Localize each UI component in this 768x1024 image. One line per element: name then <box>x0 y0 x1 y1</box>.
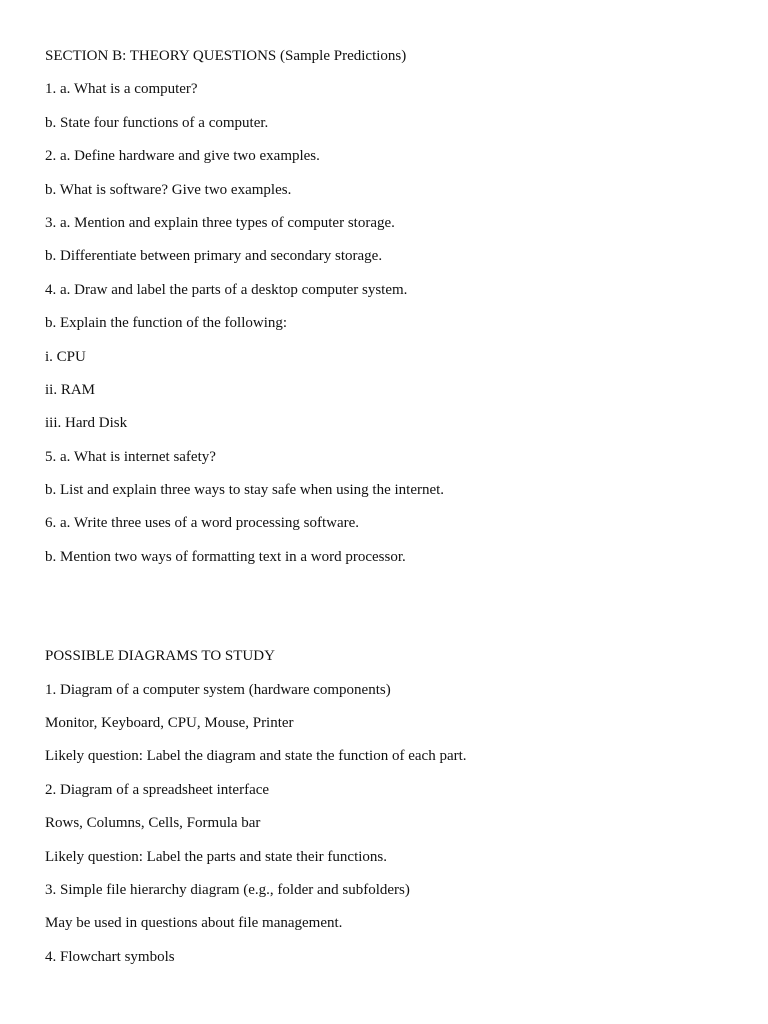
diagrams-heading: POSSIBLE DIAGRAMS TO STUDY <box>45 648 275 665</box>
question-line: b. Explain the function of the following: <box>45 315 288 332</box>
diagram-line: 1. Diagram of a computer system (hardware components) <box>45 681 391 698</box>
diagram-line: 2. Diagram of a spreadsheet interface <box>45 781 270 798</box>
diagram-line: Likely question: Label the parts and state their functions. <box>45 848 387 865</box>
section-b <box>45 45 768 568</box>
question-line: ii. RAM <box>45 381 96 398</box>
question-line: b. Mention two ways of formatting text in a word processor. <box>45 548 406 565</box>
question-line: 1. a. What is a computer? <box>45 81 198 98</box>
diagram-line: May be used in questions about file management. <box>45 915 343 932</box>
diagram-line: Likely question: Label the diagram and state the function of each part. <box>45 748 467 765</box>
question-line: b. Differentiate between primary and secondary storage. <box>45 248 383 265</box>
question-line: i. CPU <box>45 348 86 365</box>
question-line: 6. a. Write three uses of a word processing software. <box>45 515 360 532</box>
question-line: iii. Hard Disk <box>45 415 128 432</box>
diagram-line: 4. Flowchart symbols <box>45 948 175 965</box>
question-line: b. List and explain three ways to stay safe when using the internet. <box>45 482 445 499</box>
diagram-line: 3. Simple file hierarchy diagram (e.g., folder and subfolders) <box>45 881 410 898</box>
question-line: 2. a. Define hardware and give two examples. <box>45 148 320 165</box>
diagram-line: Monitor, Keyboard, CPU, Mouse, Printer <box>45 715 294 732</box>
diagrams-section <box>45 645 768 968</box>
question-line: 3. a. Mention and explain three types of computer storage. <box>45 214 395 231</box>
section-b-heading: SECTION B: THEORY QUESTIONS (Sample Predictions) <box>45 48 407 64</box>
question-line: b. State four functions of a computer. <box>45 114 269 131</box>
question-line: 5. a. What is internet safety? <box>45 448 216 465</box>
question-line: b. What is software? Give two examples. <box>45 181 292 198</box>
question-line: 4. a. Draw and label the parts of a desktop computer system. <box>45 281 408 298</box>
section-spacer <box>45 579 768 645</box>
diagram-line: Rows, Columns, Cells, Formula bar <box>45 815 261 832</box>
